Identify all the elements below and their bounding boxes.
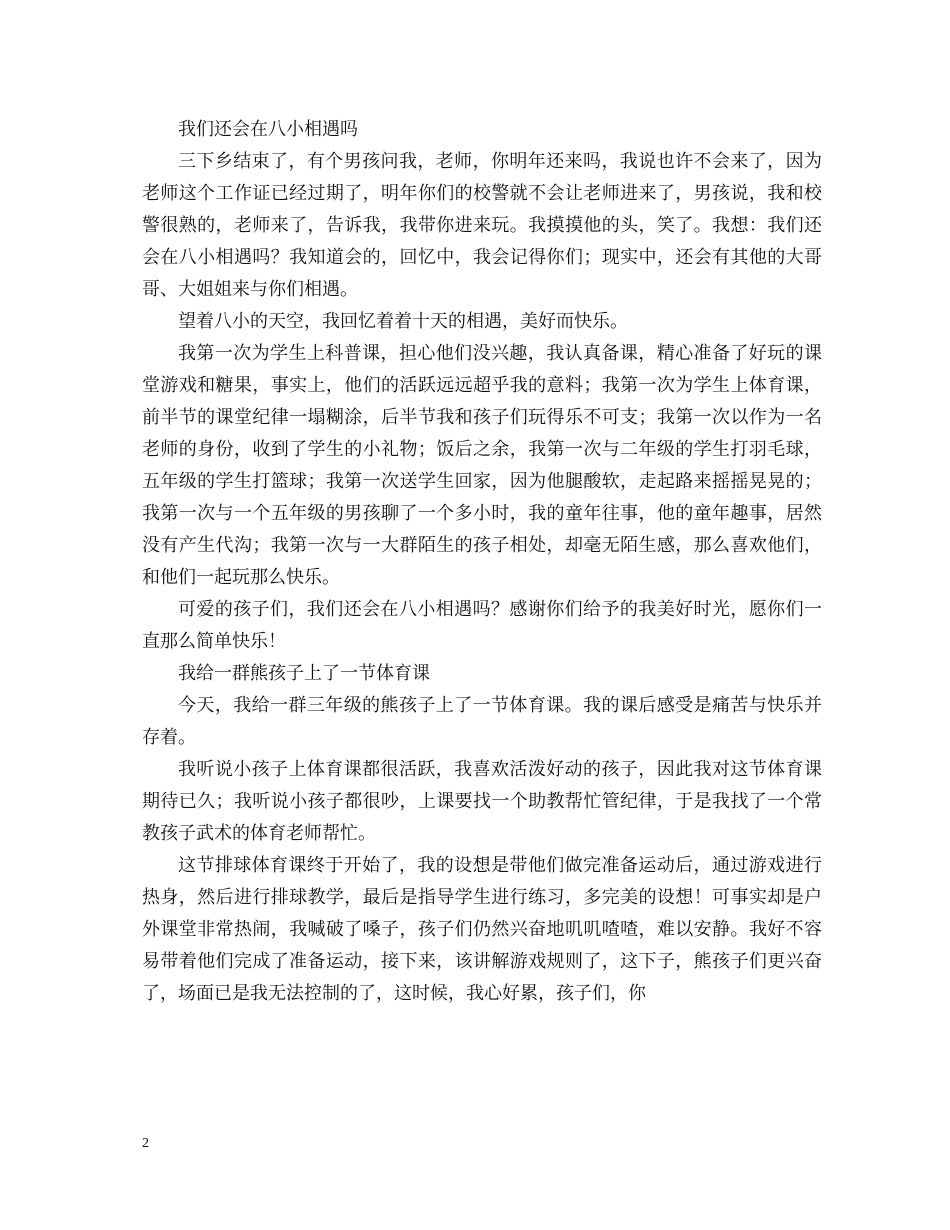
section-heading: 我们还会在八小相遇吗	[178, 119, 358, 140]
paragraph: 望着八小的天空，我回忆着着十天的相遇，美好而快乐。	[178, 311, 628, 332]
paragraph: 三下乡结束了，有个男孩问我，老师，你明年还来吗，我说也许不会来了，因为老师这个工作证已经过期了，明年你们的校警就不会让老师进来了，男孩说，我和校警很熟的，老师来了，告诉我，我带你进来玩。我摸摸他的头，笑了。我想：我们还会在八小相遇吗？我知道会的，回忆中，我会记得你们；现实中，还会有其他的大哥哥、大姐姐来与你们相遇。	[142, 151, 822, 300]
paragraph: 可爱的孩子们，我们还会在八小相遇吗？感谢你们给予的我美好时光，愿你们一直那么简单快乐！	[142, 599, 822, 652]
paragraph: 这节排球体育课终于开始了，我的设想是带他们做完准备运动后，通过游戏进行热身，然后进行排球教学，最后是指导学生进行练习，多完美的设想！可事实却是户外课堂非常热闹，我喊破了嗓子，孩子们仍然兴奋地叽叽喳喳，难以安静。我好不容易带着他们完成了准备运动，接下来，该讲解游戏规则了，这下子，熊孩子们更兴奋了，场面已是我无法控制的了，这时候，我心好累，孩子们，你	[142, 855, 822, 1004]
paragraph: 今天，我给一群三年级的熊孩子上了一节体育课。我的课后感受是痛苦与快乐并存着。	[142, 695, 822, 748]
section-heading: 我给一群熊孩子上了一节体育课	[178, 663, 430, 684]
document-body	[142, 114, 822, 1010]
page-number: 2	[142, 1136, 149, 1151]
paragraph: 我听说小孩子上体育课都很活跃，我喜欢活泼好动的孩子，因此我对这节体育课期待已久；我听说小孩子都很吵，上课要找一个助教帮忙管纪律，于是我找了一个常教孩子武术的体育老师帮忙。	[142, 759, 822, 844]
paragraph: 我第一次为学生上科普课，担心他们没兴趣，我认真备课，精心准备了好玩的课堂游戏和糖果，事实上，他们的活跃远远超乎我的意料；我第一次为学生上体育课，前半节的课堂纪律一塌糊涂，后半节我和孩子们玩得乐不可支；我第一次以作为一名老师的身份，收到了学生的小礼物；饭后之余，我第一次与二年级的学生打羽毛球，五年级的学生打篮球；我第一次送学生回家，因为他腿酸软，走起路来摇摇晃晃的；我第一次与一个五年级的男孩聊了一个多小时，我的童年往事，他的童年趣事，居然没有产生代沟；我第一次与一大群陌生的孩子相处，却毫无陌生感，那么喜欢他们，和他们一起玩那么快乐。	[142, 343, 822, 588]
